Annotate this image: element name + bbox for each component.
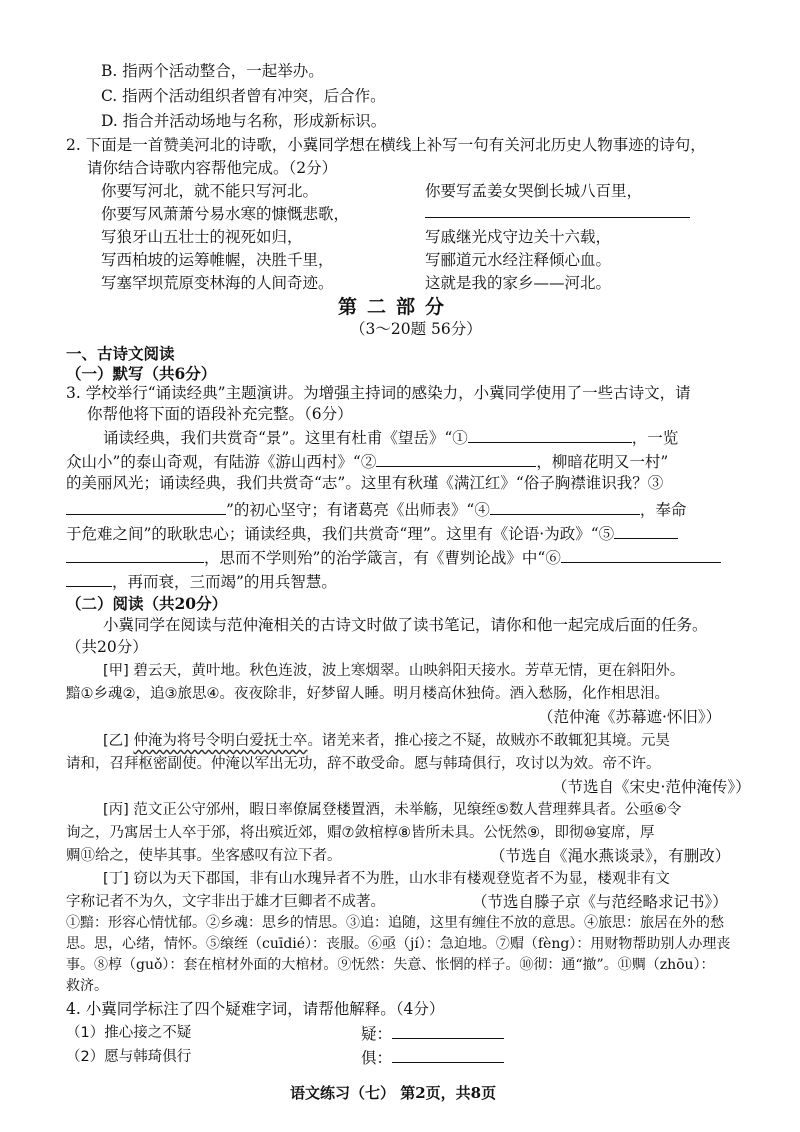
subsection-reading: （二）阅读（共20分） [66,594,228,613]
text-bing-line3: 赒⑪给之，使毕其事。坐客感叹有泣下者。 [66,848,342,864]
q4-item2: （2）愿与韩琦俱行 [66,1049,192,1065]
text-jia-source: （范仲淹《苏幕遮·怀旧》） [538,708,722,726]
blank-1[interactable] [468,428,632,443]
poem-right-5: 这就是我的家乡——河北。 [425,274,612,292]
option-c: C. 指两个活动组织者曾有冲突，后合作。 [101,87,386,105]
q3-stem-line2: 你帮他将下面的语段补充完整。（6分） [87,405,353,423]
text-bing-line1: [丙] 范文正公守邠州，暇日率僚属登楼置酒，未举觞，见缞绖⑤数人营理葬具者。公亟⑥令 [103,802,682,818]
footnote-2: 思。思，心绪，情怀。⑤缞绖（cuīdié）：丧服。⑥亟（jí）：急迫地。⑦赗（fèng）：用财物帮助别人办理丧 [66,936,731,952]
poem-left-3: 写狼牙山五壮士的视死如归， [101,228,303,246]
blank-2[interactable] [376,452,536,467]
q3-stem-line1: 3. 学校举行“诵读经典”主题演讲。为增强主持词的感染力，小冀同学使用了一些古诗文，请 [66,384,691,402]
q4-blank-1[interactable] [392,1024,504,1039]
part-title: 第二部分 [338,296,455,318]
blank-3[interactable] [66,500,226,515]
blank-4[interactable] [490,500,640,515]
footnote-1: ①黯：形容心情忧郁。②乡魂：思乡的情思。③追：追随，这里有缠住不放的意思。④旅思：旅居在外的愁 [66,915,724,931]
passage-line2: 众山小”的泰山奇观，有陆游《游山西村》“② ，柳暗花明又一村” [66,453,669,471]
text-ding-source: （节选自滕子京《与范经略求记书》） [472,893,728,911]
poem-right-1: 你要写孟姜女哭倒长城八百里， [425,182,643,200]
q2-stem-line1: 2. 下面是一首赞美河北的诗歌，小冀同学想在横线上补写一句有关河北历史人物事迹的诗句， [66,136,706,154]
text-jia-line2: 黯①乡魂②，追③旅思④。夜夜除非，好梦留人睡。明月楼高休独倚。酒入愁肠，化作相思泪。 [66,686,669,702]
text-bing-line2: 询之，乃寓居士人卒于邠，将出殡近郊，赗⑦敛棺椁⑧皆所未具。公怃然⑨，即彻⑩宴席，厚 [66,825,655,841]
poem-left-1: 你要写河北，就不能只写河北。 [101,182,319,200]
poem-left-4: 写西柏坡的运筹帷幄，决胜千里， [101,251,334,269]
blank-6b[interactable] [66,572,112,587]
text-ding-line1: [丁] 窃以为天下郡国，非有山水瑰异者不为胜，山水非有楼观登览者不为显，楼观非有文 [103,871,670,887]
poem-right-3: 写戚继光戍守边关十六载， [425,228,612,246]
passage-line4: ”的初心坚守；有诸葛亮《出师表》“④ ，奉命 [66,500,686,519]
text-yi-line1: [乙] 仲淹为将号令明白爱抚士卒。诸羌来者，推心接之不疑，故贼亦不敢辄犯其境。元昊 [103,733,670,749]
passage-line3: 的美丽风光；诵读经典，我们共赏奇“志”。这里有秋瑾《满江红》“俗子胸襟谁识我？③ [66,474,664,492]
poem-right-4: 写郦道元水经注释倾心血。 [425,251,612,269]
blank-5b[interactable] [66,548,204,563]
q4-blank-2[interactable] [392,1048,504,1063]
poem-answer-blank[interactable] [425,203,690,222]
text-yi-line2: 请和，召拜枢密副使。仲淹以军出无功，辞不敢受命。愿与韩琦俱行，攻讨以为效。帝不许。 [66,756,661,772]
wavy-underlined-sentence: 仲淹为将号令明白爱抚士卒 [133,733,308,749]
footnote-3: 事。⑧椁（guǒ）：套在棺材外面的大棺材。⑨怃然：失意、怅惘的样子。⑩彻：通“撤”。⑪赒（zhōu）： [66,957,715,973]
subsection-dictation: （一）默写（共6分） [66,364,217,383]
q4-item2-answer: 俱： [361,1048,504,1067]
passage-line5: 于危难之间”的耿耿忠心；诵读经典，我们共赏奇“理”。这里有《论语·为政》“⑤ [66,524,678,543]
poem-left-2: 你要写风萧萧兮易水寒的慷慨悲歌， [101,205,350,223]
q4-stem: 4. 小冀同学标注了四个疑难字词，请帮他解释。（4分） [66,1000,445,1018]
footnote-4: 救济。 [66,978,108,994]
poem-left-5: 写塞罕坝荒原变林海的人间奇迹。 [101,274,334,292]
reading-intro-1: 小冀同学在阅读与范仲淹相关的古诗文时做了读书笔记，请你和他一起完成后面的任务。 [103,616,708,634]
part-subtitle: （3～20题 56分） [350,320,482,338]
passage-line7: ，再而衰，三而竭”的用兵智慧。 [66,572,337,591]
blank-6a[interactable] [561,548,721,563]
option-b: B. 指两个活动整合，一起举办。 [101,62,324,80]
q2-stem-line2: 请你结合诗歌内容帮他完成。（2分） [87,159,338,177]
text-ding-line2: 字称记者不为久，文字非出于雄才巨卿者不成著。 [66,894,385,910]
q4-item1-answer: 疑： [361,1024,504,1043]
text-bing-source: （节选自《渑水燕谈录》，有删改） [490,847,731,865]
section-heading: 一、古诗文阅读 [66,344,175,363]
reading-intro-2: （共20分） [66,638,148,656]
text-yi-source: （节选自《宋史·范仲淹传》） [552,778,751,796]
passage-line1: 诵读经典，我们共赏奇“景”。这里有杜甫《望岳》“① ，一览 [103,429,679,447]
blank-5a[interactable] [614,524,678,539]
passage-line6: ，思而不学则殆”的治学箴言，有《曹刿论战》中“⑥ [66,548,721,567]
q4-item1: （1）推心接之不疑 [66,1025,192,1041]
text-jia-line1: [甲] 碧云天，黄叶地。秋色连波，波上寒烟翠。山映斜阳天接水。芳草无情，更在斜阳外。 [103,663,685,679]
page-footer: 语文练习（七） 第2页，共8页 [290,1084,497,1102]
option-d: D. 指合并活动场地与名称，形成新标识。 [101,112,387,130]
